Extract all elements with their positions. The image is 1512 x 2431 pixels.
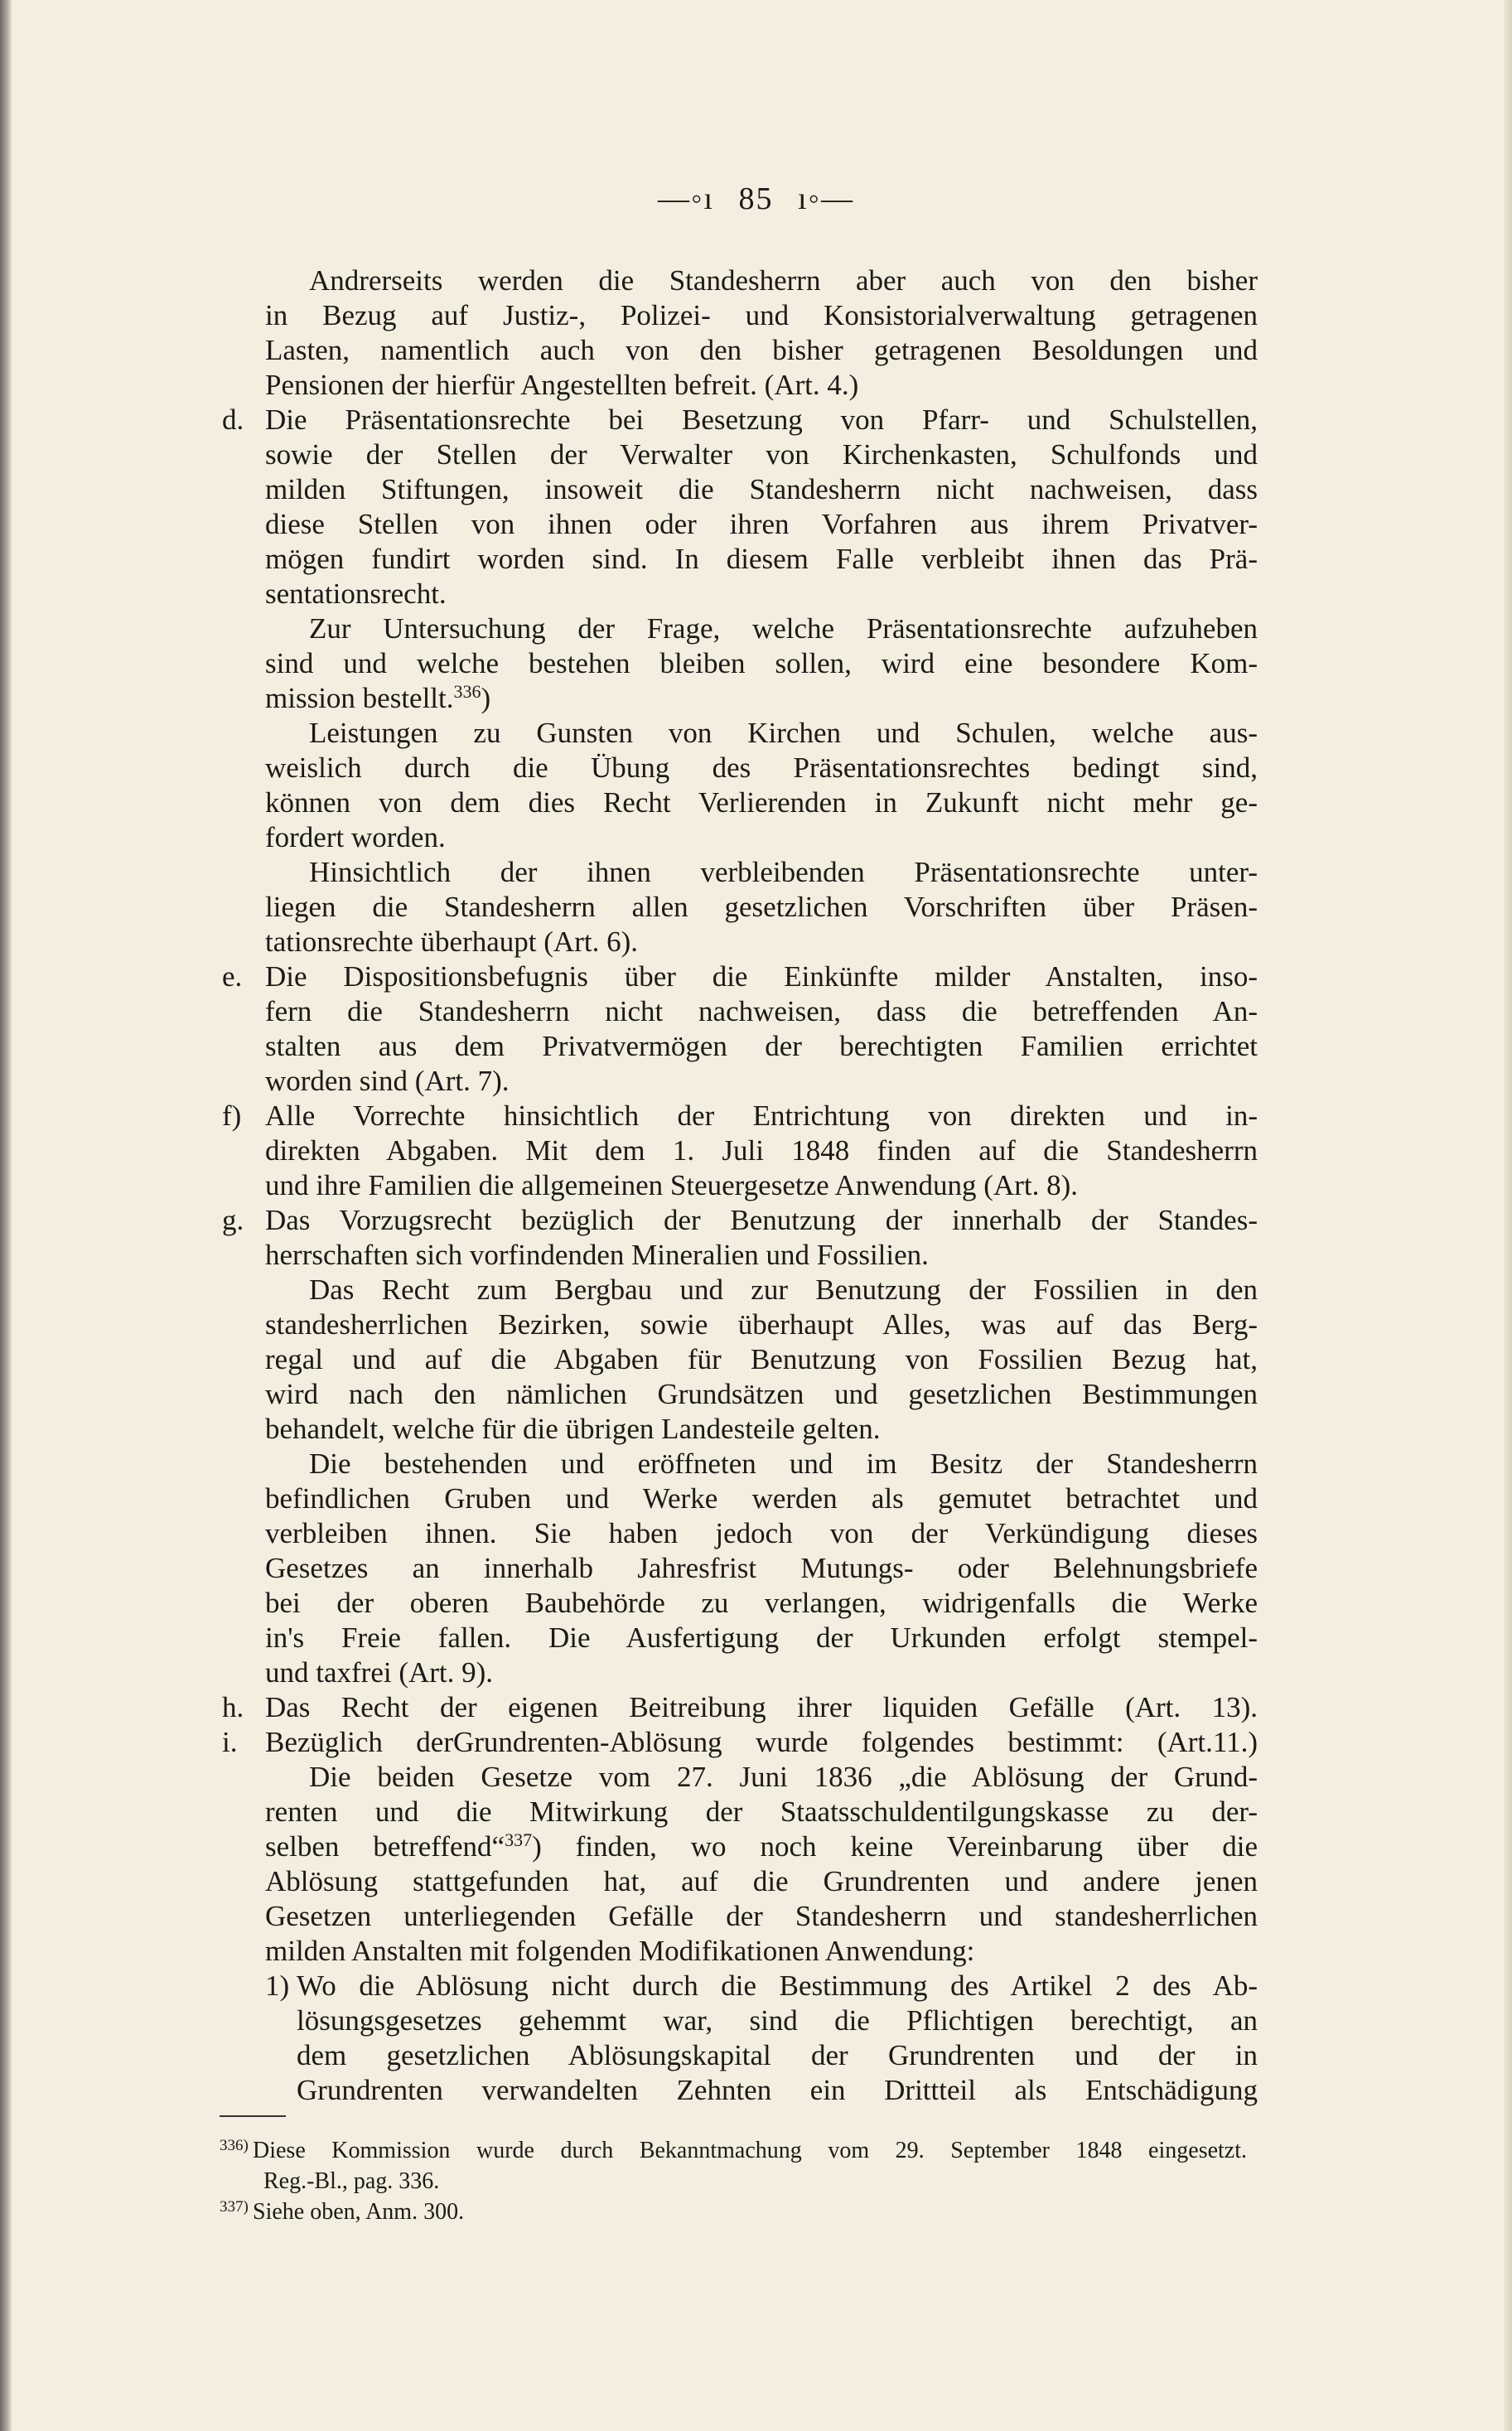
line-text-main: Gesetzes an innerhalb Jahresfrist Mutungs- oder Belehnungsbriefe [265,1552,1258,1584]
line-text [265,1586,1258,1621]
text-line [222,1969,1258,2003]
line-text [265,1203,1258,1238]
line-text-main: in Bezug auf Justiz-, Polizei- und Konsistorialverwaltung getragenen [265,299,1258,331]
line-text-main: lösungsgesetzes gehemmt war, sind die Pflichtigen berechtigt, an [297,2004,1258,2037]
line-text-main: befindlichen Gruben und Werke werden als gemutet betrachtet und [265,1482,1258,1515]
line-text [297,2038,1258,2073]
line-text-main: fordert worden. [265,821,446,853]
footnote-reference: 337 [505,1829,533,1850]
footnotes [220,2135,1247,2227]
list-label: h. [222,1691,244,1723]
line-text [265,1099,1258,1133]
line-text-main: tationsrechte überhaupt (Art. 6). [265,926,638,958]
text-line [222,1447,1258,1481]
line-text-main: standesherrlichen Bezirken, sowie überhaupt Alles, was auf das Berg- [265,1308,1258,1341]
text-line [222,1203,1258,1238]
line-text [309,1447,1258,1481]
text-line [222,1168,1258,1203]
line-text [265,403,1258,437]
text-line [222,1238,1258,1273]
line-text [265,1377,1258,1412]
line-text [265,1655,1258,1690]
text-line [222,1586,1258,1621]
line-text [309,716,1258,751]
line-text [309,263,1258,298]
text-line [222,1099,1258,1133]
text-line [222,855,1258,890]
body-text [222,263,1258,2108]
list-label: d. [222,404,244,436]
footnote-separator [220,2115,286,2117]
text-line [222,1064,1258,1099]
text-line [222,751,1258,785]
footnote-text: Reg.-Bl., pag. 336. [263,2168,440,2194]
line-text-main: Zur Untersuchung der Frage, welche Präsentationsrechte aufzuheben [309,612,1258,645]
text-line [222,1481,1258,1516]
line-text-main: worden sind (Art. 7). [265,1065,510,1097]
text-line [222,403,1258,437]
line-text [265,1725,1258,1760]
line-text-main: verbleiben ihnen. Sie haben jedoch von der Verkündigung dieses [265,1517,1258,1549]
list-label: 1) [265,1969,290,2002]
line-text [309,1273,1258,1307]
line-text-main: Ablösung stattgefunden hat, auf die Grundrenten und andere jenen [265,1865,1258,1897]
line-text [265,1342,1258,1377]
line-text [265,1795,1258,1829]
header-ornament-right: ı◦— [798,181,855,216]
line-text-main: Gesetzen unterliegenden Gefälle der Standesherrn und standesherrlichen [265,1900,1258,1932]
line-text-main: Wo die Ablösung nicht durch die Bestimmung des Artikel 2 des Ab- [297,1969,1258,2002]
text-line [222,1377,1258,1412]
line-text-main: milden Stiftungen, insoweit die Standesherrn nicht nachweisen, dass [265,473,1258,505]
text-line [222,994,1258,1029]
page-header [0,181,1512,217]
text-line [222,1864,1258,1899]
text-line [222,1690,1258,1725]
line-text [265,681,1258,716]
header-ornament-left: —◦ı [657,181,714,216]
line-text [265,1029,1258,1064]
line-text [265,577,1258,611]
text-line [222,890,1258,925]
text-line [222,1412,1258,1447]
text-line [222,1029,1258,1064]
line-text-main: in's Freie fallen. Die Ausfertigung der Urkunden erfolgt stempel- [265,1621,1258,1654]
footnote [220,2197,1247,2227]
line-text-main: Alle Vorrechte hinsichtlich der Entrichtung von direkten und in- [265,1100,1258,1132]
line-text-main: bei der oberen Baubehörde zu verlangen, widrigenfalls die Werke [265,1587,1258,1619]
footnote [220,2166,1247,2197]
line-text [265,751,1258,785]
line-text [265,1621,1258,1655]
line-text [309,855,1258,890]
text-line [222,716,1258,751]
line-text [309,611,1258,646]
line-text-main: regal und auf die Abgaben für Benutzung von Fossilien Bezug hat, [265,1343,1258,1375]
line-text [265,437,1258,472]
line-text-main: Pensionen der hierfür Angestellten befreit. (Art. 4.) [265,369,859,401]
list-label: g. [222,1204,244,1236]
line-text [265,1829,1258,1864]
text-line [222,2073,1258,2108]
line-text-main: direkten Abgaben. Mit dem 1. Juli 1848 finden auf die Standesherrn [265,1134,1258,1167]
text-line [222,1760,1258,1795]
line-text-main: Die beiden Gesetze vom 27. Juni 1836 „die Ablösung der Grund- [309,1761,1258,1793]
line-text [297,1969,1258,2003]
line-text [309,1760,1258,1795]
text-line [222,2038,1258,2073]
text-line [222,437,1258,472]
page-right-edge [1504,0,1512,2431]
footnote [220,2135,1247,2166]
line-text-after: ) finden, wo noch keine Vereinbarung über die [532,1830,1258,1863]
footnote-number: 336) [220,2137,249,2154]
page-number: 85 [738,181,774,216]
line-text-main: weislich durch die Übung des Präsentationsrechtes bedingt sind, [265,752,1258,784]
line-text-main: behandelt, welche für die übrigen Landesteile gelten. [265,1413,881,1445]
line-text [265,1133,1258,1168]
text-line [222,1899,1258,1934]
text-line [222,1133,1258,1168]
line-text-main: stalten aus dem Privatvermögen der berechtigten Familien errichtet [265,1030,1258,1062]
line-text-main: und taxfrei (Art. 9). [265,1656,494,1689]
line-text-main: mission bestellt. [265,682,454,714]
line-text-main: Hinsichtlich der ihnen verbleibenden Präsentationsrechte unter- [309,856,1258,888]
line-text-main: Andrerseits werden die Standesherrn aber auch von den bisher [309,264,1258,297]
line-text [265,1516,1258,1551]
line-text-main: sowie der Stellen der Verwalter von Kirchenkasten, Schulfonds und [265,438,1258,471]
line-text-main: Die bestehenden und eröffneten und im Besitz der Standesherrn [309,1447,1258,1480]
text-line [222,298,1258,333]
line-text [265,298,1258,333]
text-line [222,542,1258,577]
line-text [265,959,1258,994]
text-line [222,1307,1258,1342]
line-text [265,1481,1258,1516]
text-line [222,1342,1258,1377]
line-text-main: sind und welche bestehen bleiben sollen, wird eine besondere Kom- [265,647,1258,679]
line-text [265,1899,1258,1934]
footnote-text: Diese Kommission wurde durch Bekanntmachung vom 29. September 1848 eingesetzt. [253,2138,1247,2163]
line-text-main: herrschaften sich vorfindenden Mineralien und Fossilien. [265,1239,929,1271]
text-line [222,368,1258,403]
line-text [265,785,1258,820]
line-text [265,994,1258,1029]
line-text [297,2073,1258,2108]
text-line [222,1934,1258,1969]
text-line [222,2003,1258,2038]
line-text-main: Bezüglich derGrundrenten-Ablösung wurde folgendes bestimmt: (Art.11.) [265,1726,1258,1758]
line-text [265,1934,1258,1969]
text-line [222,646,1258,681]
line-text-main: milden Anstalten mit folgenden Modifikationen Anwendung: [265,1935,975,1967]
footnote-reference: 336 [453,681,481,702]
line-text [265,646,1258,681]
list-label: i. [222,1726,238,1758]
line-text-main: Das Recht der eigenen Beitreibung ihrer liquiden Gefälle (Art. 13). [265,1691,1258,1723]
line-text-main: wird nach den nämlichen Grundsätzen und gesetzlichen Bestimmungen [265,1378,1258,1410]
page-binding-edge [0,0,12,2431]
line-text-main: und ihre Familien die allgemeinen Steuergesetze Anwendung (Art. 8). [265,1169,1079,1201]
line-text-main: Die Dispositionsbefugnis über die Einkünfte milder Anstalten, inso- [265,960,1258,993]
list-label: e. [222,960,243,993]
line-text-main: fern die Standesherrn nicht nachweisen, dass die betreffenden An- [265,995,1258,1027]
text-line [222,577,1258,611]
text-line [222,263,1258,298]
text-line [222,472,1258,507]
line-text [265,1064,1258,1099]
line-text [265,542,1258,577]
line-text [265,472,1258,507]
line-text [265,1307,1258,1342]
line-text-main: Grundrenten verwandelten Zehnten ein Drittteil als Entschädigung [297,2074,1258,2106]
text-line [222,1621,1258,1655]
line-text [265,1690,1258,1725]
text-line [222,785,1258,820]
text-line [222,611,1258,646]
line-text-main: sentationsrecht. [265,578,447,610]
line-text-main: Die Präsentationsrechte bei Besetzung von Pfarr- und Schulstellen, [265,404,1258,436]
text-line [222,1795,1258,1829]
text-line [222,1829,1258,1864]
line-text [265,1551,1258,1586]
text-line [222,1725,1258,1760]
line-text-main: Leistungen zu Gunsten von Kirchen und Schulen, welche aus- [309,717,1258,749]
text-line [222,333,1258,368]
text-line [222,1516,1258,1551]
text-line [222,925,1258,959]
line-text-main: mögen fundirt worden sind. In diesem Falle verbleibt ihnen das Prä- [265,543,1258,575]
line-text [265,507,1258,542]
footnote-text: Siehe oben, Anm. 300. [253,2199,465,2225]
text-line [222,1551,1258,1586]
line-text [265,820,1258,855]
line-text-main: renten und die Mitwirkung der Staatsschuldentilgungskasse zu der- [265,1795,1258,1828]
line-text [265,1864,1258,1899]
line-text [265,1238,1258,1273]
text-line [222,1655,1258,1690]
line-text [297,2003,1258,2038]
line-text [265,890,1258,925]
text-line [222,681,1258,716]
footnote-number: 337) [220,2198,249,2216]
line-text-main: Das Vorzugsrecht bezüglich der Benutzung der innerhalb der Standes- [265,1204,1258,1236]
line-text [265,1412,1258,1447]
line-text [265,1168,1258,1203]
text-line [222,507,1258,542]
text-line [222,959,1258,994]
line-text-main: dem gesetzlichen Ablösungskapital der Grundrenten und der in [297,2039,1258,2071]
line-text-main: diese Stellen von ihnen oder ihren Vorfahren aus ihrem Privatver- [265,508,1258,540]
line-text-main: liegen die Standesherrn allen gesetzlichen Vorschriften über Präsen- [265,891,1258,923]
text-line [222,1273,1258,1307]
line-text-main: Lasten, namentlich auch von den bisher getragenen Besoldungen und [265,334,1258,366]
line-text-main: können von dem dies Recht Verlierenden in Zukunft nicht mehr ge- [265,786,1258,819]
line-text-main: Das Recht zum Bergbau und zur Benutzung der Fossilien in den [309,1273,1258,1306]
line-text [265,333,1258,368]
line-text [265,368,1258,403]
line-text-main: selben betreffend“ [265,1830,505,1863]
line-text [265,925,1258,959]
line-text-after: ) [481,682,491,714]
list-label: f) [222,1100,242,1132]
text-line [222,820,1258,855]
